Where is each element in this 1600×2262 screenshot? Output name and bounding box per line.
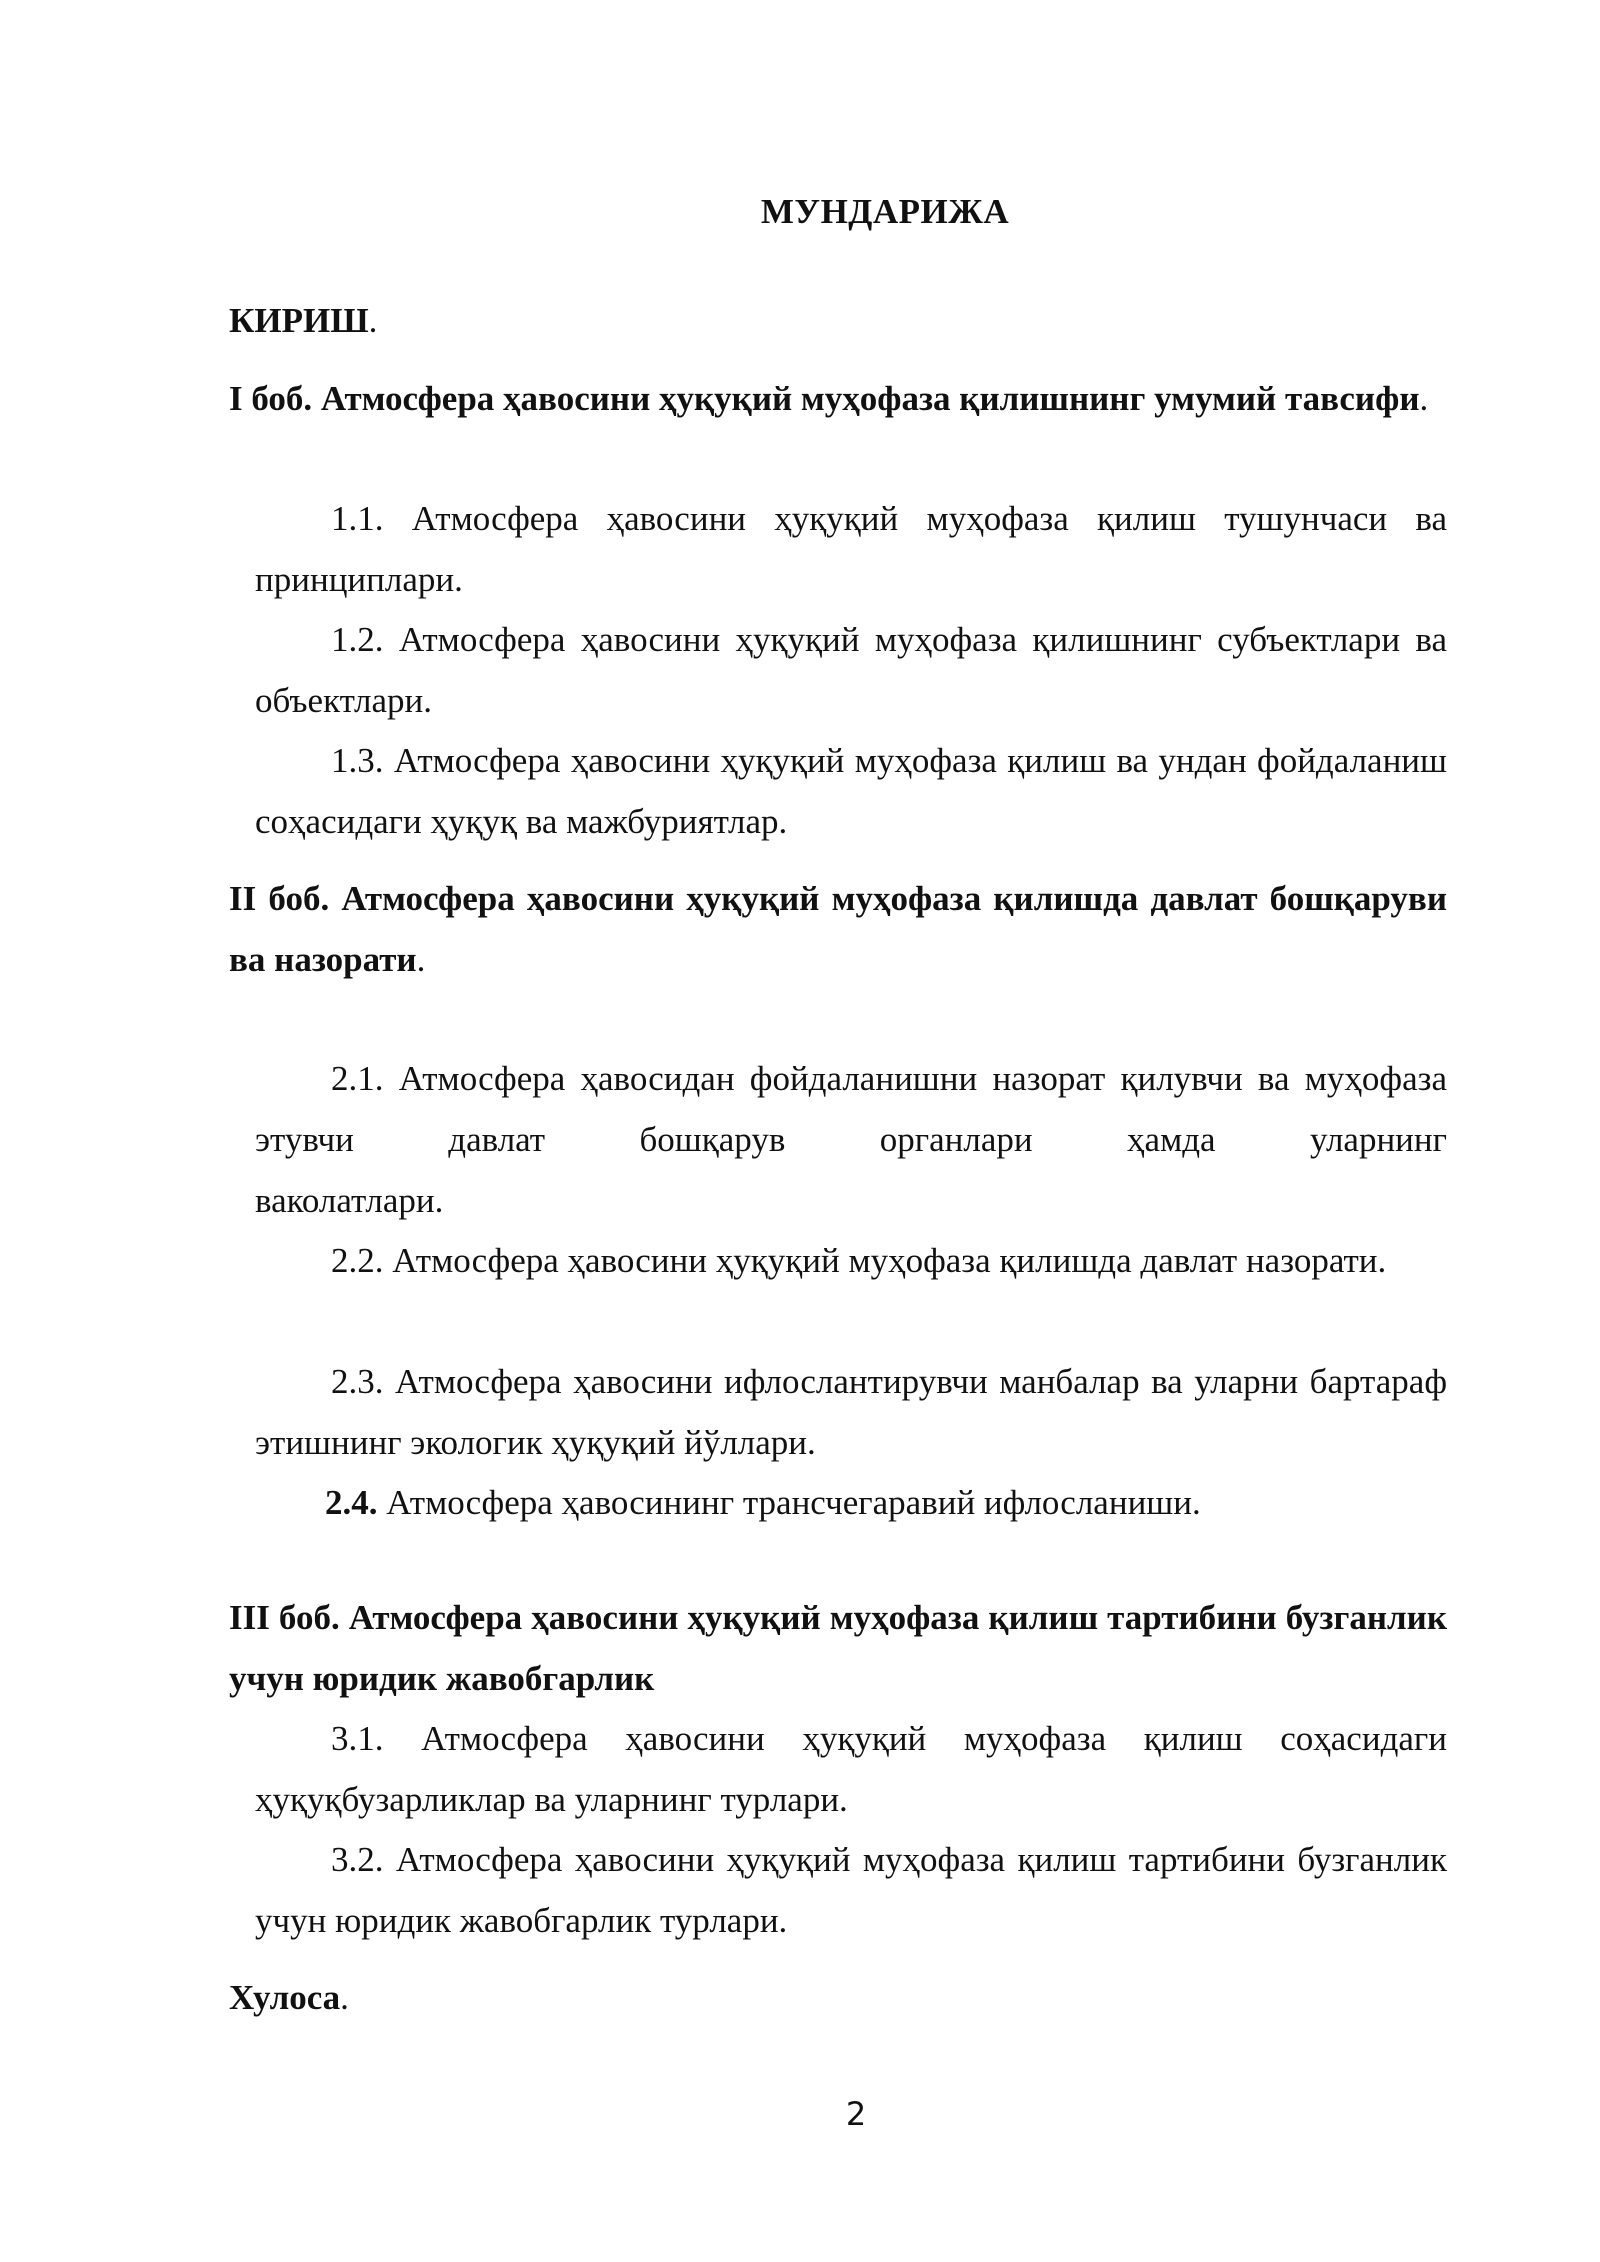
toc-intro-label: КИРИШ <box>229 301 369 340</box>
toc-section-2-1-text: 2.1. Атмосфера ҳавосидан фойдаланишни назорат қилувчи ва муҳофаза этувчи давлат бошқарув органлари ҳамда уларнинг <box>255 1059 1447 1159</box>
toc-chapter-2-heading: II боб. Атмосфера ҳавосини ҳуқуқий муҳофаза қилишда давлат бошқаруви ва назорати <box>229 879 1447 979</box>
toc-section-1-3: 1.3. Атмосфера ҳавосини ҳуқуқий муҳофаза қилиш ва ундан фойдаланиш соҳасидаги ҳуқуқ ва мажбуриятлар. <box>255 741 1447 841</box>
toc-section-3-2: 3.2. Атмосфера ҳавосини ҳуқуқий муҳофаза қилиш тартибини бузганлик учун юридик жавобгарлик турлари. <box>255 1840 1447 1940</box>
toc-section-3-1: 3.1. Атмосфера ҳавосини ҳуқуқий муҳофаза қилиш соҳасидаги ҳуқуқбузарликлар ва уларнинг турлари. <box>255 1719 1447 1819</box>
toc-section-2-4-text: Атмосфера ҳавосининг трансчегаравий ифлосланиши. <box>377 1483 1201 1522</box>
toc-section-2-4 <box>255 1472 1447 1533</box>
page-number: 2 <box>845 2095 867 2133</box>
toc-section-2-1-tail: ваколатлари. <box>255 1181 444 1220</box>
toc-chapter-1-heading: I боб. Атмосфера ҳавосини ҳуқуқий муҳофаза қилишнинг умумий тавсифи <box>229 379 1420 418</box>
toc-conclusion-suffix: . <box>340 1978 349 2017</box>
toc-chapter-2 <box>229 868 1447 990</box>
toc-section-1-2: 1.2. Атмосфера ҳавосини ҳуқуқий муҳофаза қилишнинг субъектлари ва объектлари. <box>255 620 1447 720</box>
toc-chapter-2-suffix: . <box>416 940 426 979</box>
toc-conclusion-label: Хулоса <box>229 1978 341 2017</box>
toc-chapter-1 <box>229 368 1447 429</box>
toc-conclusion <box>229 1967 1447 2028</box>
toc-section-2-3: 2.3. Атмосфера ҳавосини ифлослантирувчи манбалар ва уларни бартараф этишнинг экологик ҳуқуқий йўллари. <box>255 1362 1447 1462</box>
toc-chapter-3-heading: III боб. Атмосфера ҳавосини ҳуқуқий муҳофаза қилиш тартибини бузганлик учун юридик жавобгарлик <box>229 1598 1447 1698</box>
toc-section-2-2: 2.2. Атмосфера ҳавосини ҳуқуқий муҳофаза қилишда давлат назорати. <box>331 1241 1387 1280</box>
toc-section-1-1: 1.1. Атмосфера ҳавосини ҳуқуқий муҳофаза қилиш тушунчаси ва принциплари. <box>255 499 1447 599</box>
toc-section-2-1 <box>255 1048 1447 1231</box>
toc-intro-suffix: . <box>368 301 378 340</box>
page-title: МУНДАРИЖА <box>760 192 1010 231</box>
toc-section-2-4-number: 2.4. <box>325 1483 378 1522</box>
toc-intro <box>229 290 1447 351</box>
toc-chapter-3 <box>229 1587 1447 1709</box>
toc-chapter-1-suffix: . <box>1419 379 1429 418</box>
